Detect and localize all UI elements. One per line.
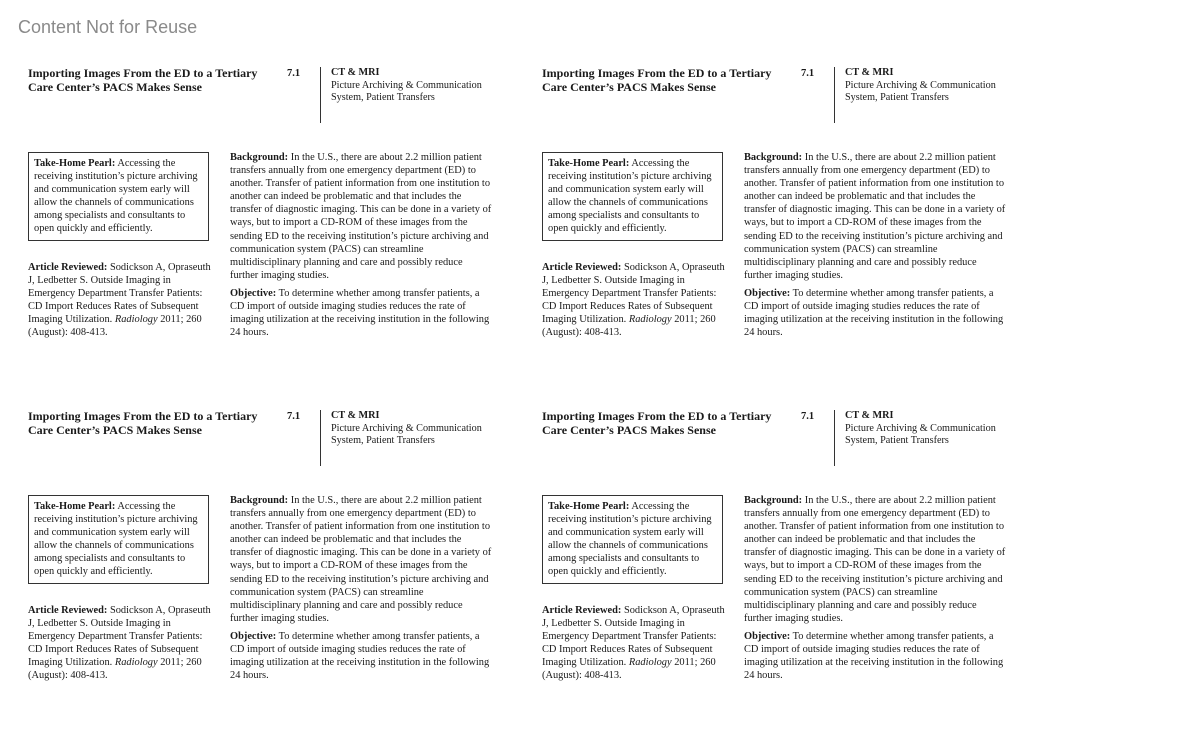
take-home-pearl-box — [542, 495, 723, 584]
card-number: 7.1 — [287, 68, 301, 79]
card-bottom-right — [542, 410, 1032, 700]
reviewed-label: Article Reviewed: — [28, 605, 108, 616]
category-title: CT & MRI — [845, 67, 894, 78]
objective-label: Objective: — [230, 630, 277, 642]
background-paragraph — [230, 494, 492, 625]
background-label: Background: — [744, 152, 803, 163]
category-title: CT & MRI — [845, 410, 894, 421]
category — [331, 67, 511, 105]
category-title: CT & MRI — [331, 67, 380, 78]
background-paragraph — [230, 151, 492, 282]
watermark: Content Not for Reuse — [18, 17, 198, 37]
pearl-label: Take-Home Pearl: — [34, 158, 116, 169]
card-top-right — [542, 67, 1032, 357]
category-title: CT & MRI — [331, 410, 380, 421]
objective-paragraph — [744, 287, 1006, 339]
pearl-text: Accessing the receiving institution’s picture archiving and communication system early will allow the channels of communications among specialists and consultants to open quickly and efficiently. — [548, 501, 712, 578]
background-label: Background: — [230, 152, 289, 163]
pearl-text: Accessing the receiving institution’s picture archiving and communication system early will allow the channels of communications among specialists and consultants to open quickly and efficiently. — [548, 158, 712, 235]
journal-name: Radiology — [114, 314, 158, 326]
objective-label: Objective: — [744, 287, 791, 299]
summary-body — [230, 494, 492, 687]
article-reviewed — [542, 261, 727, 340]
summary-body — [230, 151, 492, 344]
background-text: In the U.S., there are about 2.2 million patient transfers annually from one emergency department (ED) to another. Transfer of patient information from one institution to another can indeed be problematic and that includes the transfer of diagnostic imaging. This can be done in a variety of ways, but to import a CD-ROM of these images from the sending ED to the receiving institution’s picture archiving and communication system (PACS) can streamline multidisciplinary planning and care and possibly reduce further imaging studies. — [744, 152, 1006, 281]
citation: 2011; 260 (August): 408-413. — [542, 314, 716, 339]
objective-label: Objective: — [744, 630, 791, 642]
category-subtitle: Picture Archiving & Communication System, Patient Transfers — [845, 79, 996, 104]
card-title: Importing Images From the ED to a Tertiary Care Center’s PACS Makes Sense — [542, 66, 772, 94]
reviewed-text: Sodickson A, Opraseuth J, Ledbetter S. Outside Imaging in Emergency Department Transfer Patients: CD Import Reduces Rates of Subsequent Imaging Utilization. — [28, 262, 211, 326]
pearl-text: Accessing the receiving institution’s picture archiving and communication system early will allow the channels of communications among specialists and consultants to open quickly and efficiently. — [34, 158, 198, 235]
background-label: Background: — [744, 495, 803, 506]
article-reviewed — [542, 604, 727, 683]
background-label: Background: — [230, 495, 289, 506]
reviewed-text: Sodickson A, Opraseuth J, Ledbetter S. Outside Imaging in Emergency Department Transfer Patients: CD Import Reduces Rates of Subsequent Imaging Utilization. — [28, 605, 211, 669]
divider — [320, 67, 321, 123]
objective-text: To determine whether among transfer patients, a CD import of outside imaging studies reduces the rate of imaging utilization at the receiving institution in the following 24 hours. — [230, 287, 490, 339]
article-reviewed — [28, 604, 213, 683]
citation: 2011; 260 (August): 408-413. — [542, 657, 716, 682]
objective-paragraph — [230, 287, 492, 339]
card-bottom-left — [28, 410, 518, 700]
card-top-left — [28, 67, 518, 357]
objective-label: Objective: — [230, 287, 277, 299]
objective-paragraph — [230, 630, 492, 682]
divider — [834, 410, 835, 466]
card-title: Importing Images From the ED to a Tertiary Care Center’s PACS Makes Sense — [542, 409, 772, 437]
reviewed-label: Article Reviewed: — [542, 605, 622, 616]
pearl-text: Accessing the receiving institution’s picture archiving and communication system early will allow the channels of communications among specialists and consultants to open quickly and efficiently. — [34, 501, 198, 578]
background-paragraph — [744, 151, 1006, 282]
reviewed-text: Sodickson A, Opraseuth J, Ledbetter S. Outside Imaging in Emergency Department Transfer Patients: CD Import Reduces Rates of Subsequent Imaging Utilization. — [542, 605, 725, 669]
category-subtitle: Picture Archiving & Communication System, Patient Transfers — [331, 79, 482, 104]
background-paragraph — [744, 494, 1006, 625]
summary-body — [744, 494, 1006, 687]
objective-paragraph — [744, 630, 1006, 682]
reviewed-text: Sodickson A, Opraseuth J, Ledbetter S. Outside Imaging in Emergency Department Transfer Patients: CD Import Reduces Rates of Subsequent Imaging Utilization. — [542, 262, 725, 326]
take-home-pearl-box — [28, 495, 209, 584]
background-text: In the U.S., there are about 2.2 million patient transfers annually from one emergency department (ED) to another. Transfer of patient information from one institution to another can indeed be problematic and that includes the transfer of diagnostic imaging. This can be done in a variety of ways, but to import a CD-ROM of these images from the sending ED to the receiving institution’s picture archiving and communication system (PACS) can streamline multidisciplinary planning and care and possibly reduce further imaging studies. — [230, 152, 492, 281]
card-title: Importing Images From the ED to a Tertiary Care Center’s PACS Makes Sense — [28, 409, 258, 437]
journal-name: Radiology — [628, 657, 672, 669]
citation: 2011; 260 (August): 408-413. — [28, 657, 202, 682]
citation: 2011; 260 (August): 408-413. — [28, 314, 202, 339]
category — [331, 410, 511, 448]
category-subtitle: Picture Archiving & Communication System, Patient Transfers — [845, 422, 996, 447]
journal-name: Radiology — [114, 657, 158, 669]
card-number: 7.1 — [801, 411, 815, 422]
background-text: In the U.S., there are about 2.2 million patient transfers annually from one emergency department (ED) to another. Transfer of patient information from one institution to another can indeed be problematic and that includes the transfer of diagnostic imaging. This can be done in a variety of ways, but to import a CD-ROM of these images from the sending ED to the receiving institution’s picture archiving and communication system (PACS) can streamline multidisciplinary planning and care and possibly reduce further imaging studies. — [744, 495, 1006, 624]
pearl-label: Take-Home Pearl: — [34, 501, 116, 512]
take-home-pearl-box — [542, 152, 723, 241]
pearl-label: Take-Home Pearl: — [548, 158, 630, 169]
objective-text: To determine whether among transfer patients, a CD import of outside imaging studies reduces the rate of imaging utilization at the receiving institution in the following 24 hours. — [744, 630, 1004, 682]
category — [845, 67, 1025, 105]
take-home-pearl-box — [28, 152, 209, 241]
category-subtitle: Picture Archiving & Communication System, Patient Transfers — [331, 422, 482, 447]
article-reviewed — [28, 261, 213, 340]
reviewed-label: Article Reviewed: — [28, 262, 108, 273]
objective-text: To determine whether among transfer patients, a CD import of outside imaging studies reduces the rate of imaging utilization at the receiving institution in the following 24 hours. — [230, 630, 490, 682]
card-number: 7.1 — [287, 411, 301, 422]
objective-text: To determine whether among transfer patients, a CD import of outside imaging studies reduces the rate of imaging utilization at the receiving institution in the following 24 hours. — [744, 287, 1004, 339]
divider — [320, 410, 321, 466]
divider — [834, 67, 835, 123]
pearl-label: Take-Home Pearl: — [548, 501, 630, 512]
card-number: 7.1 — [801, 68, 815, 79]
category — [845, 410, 1025, 448]
reviewed-label: Article Reviewed: — [542, 262, 622, 273]
summary-body — [744, 151, 1006, 344]
card-title: Importing Images From the ED to a Tertiary Care Center’s PACS Makes Sense — [28, 66, 258, 94]
background-text: In the U.S., there are about 2.2 million patient transfers annually from one emergency department (ED) to another. Transfer of patient information from one institution to another can indeed be problematic and that includes the transfer of diagnostic imaging. This can be done in a variety of ways, but to import a CD-ROM of these images from the sending ED to the receiving institution’s picture archiving and communication system (PACS) can streamline multidisciplinary planning and care and possibly reduce further imaging studies. — [230, 495, 492, 624]
journal-name: Radiology — [628, 314, 672, 326]
